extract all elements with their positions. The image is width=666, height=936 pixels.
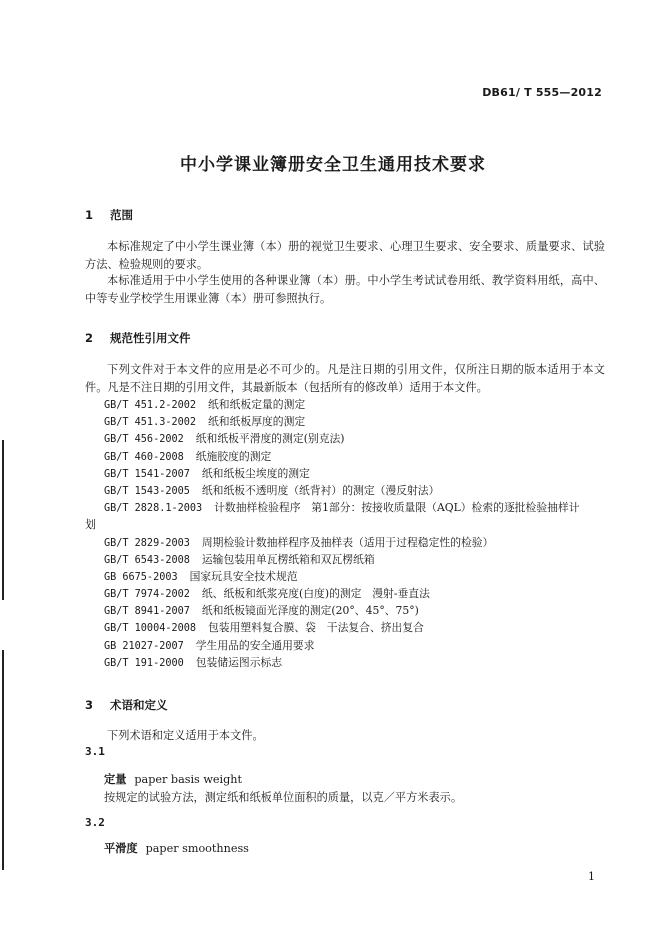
document-code: DB61/ T 555—2012 bbox=[482, 86, 602, 99]
standard-title: 纸、纸板和纸浆亮度(白度)的测定 漫射-垂直法 bbox=[201, 587, 430, 601]
term-entry bbox=[104, 771, 242, 787]
section-title: 范围 bbox=[110, 208, 134, 222]
term-english: paper smoothness bbox=[145, 842, 249, 855]
term-entry bbox=[104, 840, 249, 856]
standard-code: GB/T 460-2008 bbox=[104, 451, 184, 463]
standard-title: 纸施胶度的测定 bbox=[195, 449, 272, 463]
term-chinese: 平滑度 bbox=[104, 842, 138, 855]
term-english: paper basis weight bbox=[134, 773, 242, 786]
standard-code: GB/T 451.2-2002 bbox=[104, 400, 197, 411]
reference-item bbox=[104, 500, 609, 517]
reference-item bbox=[104, 535, 609, 552]
standard-code: GB/T 2828.1-2003 bbox=[104, 503, 203, 515]
reference-item bbox=[104, 431, 609, 448]
standard-code: GB/T 7974-2002 bbox=[104, 589, 190, 601]
reference-item bbox=[104, 638, 609, 655]
standard-title: 纸和纸板尘埃度的测定 bbox=[201, 466, 310, 480]
page-number: 1 bbox=[588, 870, 595, 883]
paragraph: 下列术语和定义适用于本文件。 bbox=[107, 729, 264, 742]
reference-item bbox=[104, 466, 609, 483]
section-number: 3 bbox=[85, 698, 94, 712]
standard-code: GB/T 8941-2007 bbox=[104, 606, 190, 618]
standard-code: GB/T 1543-2005 bbox=[104, 485, 190, 497]
section-number: 1 bbox=[85, 208, 94, 222]
standard-code: GB/T 6543-2008 bbox=[104, 554, 190, 566]
standard-title: 包装用塑料复合膜、袋 干法复合、挤出复合 bbox=[208, 621, 424, 635]
section-title: 术语和定义 bbox=[110, 698, 168, 712]
reference-item bbox=[104, 397, 609, 414]
standard-title: 国家玩具安全技术规范 bbox=[189, 569, 298, 583]
standard-title: 周期检验计数抽样程序及抽样表（适用于过程稳定性的检验） bbox=[201, 535, 494, 549]
section-title: 规范性引用文件 bbox=[110, 331, 191, 345]
standard-code: GB/T 1541-2007 bbox=[104, 468, 190, 480]
section-heading bbox=[85, 207, 133, 223]
term-definition: 按规定的试验方法，测定纸和纸板单位面积的质量，以克／平方米表示。 bbox=[104, 791, 463, 804]
reference-item bbox=[104, 569, 609, 586]
standard-title: 纸和纸板厚度的测定 bbox=[208, 415, 306, 429]
standard-code: GB 21027-2007 bbox=[104, 640, 184, 652]
reference-item bbox=[104, 603, 609, 620]
standard-code: GB/T 2829-2003 bbox=[104, 537, 190, 549]
standard-title: 学生用品的安全通用要求 bbox=[195, 638, 315, 652]
standard-title: 纸和纸板镜面光泽度的测定(20°、45°、75°) bbox=[201, 604, 419, 618]
scan-edge-mark bbox=[2, 650, 4, 870]
standard-title: 纸和纸板不透明度（纸背衬）的测定（漫反射法） bbox=[201, 483, 440, 497]
section-heading bbox=[85, 330, 191, 346]
reference-item bbox=[104, 552, 609, 569]
standard-code: GB/T 456-2002 bbox=[104, 434, 184, 446]
section-heading bbox=[85, 697, 168, 713]
clause-number: 3.1 bbox=[85, 745, 105, 758]
paragraph: 本标准适用于中小学生使用的各种课业簿（本）册。中小学生考试试卷用纸、教学资料用纸，高中、中等专业学校学生用课业簿（本）册可参照执行。 bbox=[85, 274, 605, 305]
paragraph: 下列文件对于本文件的应用是必不可少的。凡是注日期的引用文件，仅所注日期的版本适用于本文件。凡是不注日期的引用文件，其最新版本（包括所有的修改单）适用于本文件。 bbox=[85, 363, 605, 394]
scan-edge-mark bbox=[2, 440, 4, 600]
normative-reference-list bbox=[85, 397, 609, 672]
paragraph: 本标准规定了中小学生课业簿（本）册的视觉卫生要求、心理卫生要求、安全要求、质量要求、试验方法、检验规则的要求。 bbox=[85, 240, 605, 271]
clause-number: 3.2 bbox=[85, 816, 105, 829]
term-chinese: 定量 bbox=[104, 773, 127, 786]
standard-title: 包装储运图示标志 bbox=[195, 655, 283, 669]
standard-title: 计数抽样检验程序 第1部分：按接收质量限（AQL）检索的逐批检验抽样计 bbox=[214, 501, 580, 515]
reference-item bbox=[104, 449, 609, 466]
standard-title: 纸和纸板平滑度的测定(别克法) bbox=[195, 432, 345, 446]
standard-title: 纸和纸板定量的测定 bbox=[208, 398, 306, 411]
document-title: 中小学课业簿册安全卫生通用技术要求 bbox=[180, 155, 486, 175]
standard-code: GB/T 191-2000 bbox=[104, 657, 184, 669]
reference-item bbox=[104, 620, 609, 637]
reference-item bbox=[104, 586, 609, 603]
standard-code: GB/T 10004-2008 bbox=[104, 623, 197, 635]
section-number: 2 bbox=[85, 331, 94, 345]
standard-code: GB/T 451.3-2002 bbox=[104, 417, 197, 429]
reference-item bbox=[104, 483, 609, 500]
standard-title: 运输包装用单瓦楞纸箱和双瓦楞纸箱 bbox=[201, 552, 375, 566]
reference-item bbox=[104, 655, 609, 672]
standard-code: GB 6675-2003 bbox=[104, 571, 178, 583]
reference-item bbox=[104, 414, 609, 431]
reference-item-continuation: 划 bbox=[85, 518, 96, 532]
